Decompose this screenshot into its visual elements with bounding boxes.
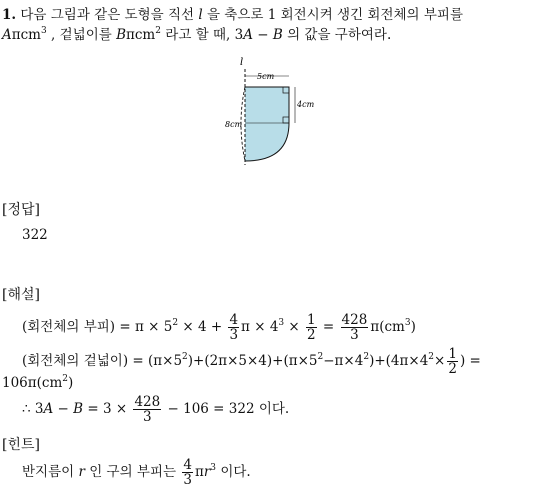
- surf2-sup: 2: [62, 374, 69, 384]
- vol-frac1-den: 3: [229, 327, 239, 343]
- solution-surface-line2: [2, 374, 73, 392]
- surf-p6: ) =: [459, 353, 481, 369]
- axis-variable: l: [198, 7, 203, 23]
- answer-header: [정답]: [2, 202, 40, 218]
- hint-r2: r: [203, 464, 211, 480]
- vol-frac3-num: 428: [341, 311, 368, 328]
- vol-frac3: [341, 313, 369, 342]
- vol-mid2: π × 4: [241, 319, 279, 335]
- hint-text: [22, 457, 251, 487]
- ther-A: A: [43, 401, 54, 417]
- right-dimension-label: 4cm: [297, 100, 315, 109]
- minus: −: [252, 27, 273, 43]
- hint-pi: π: [194, 464, 204, 480]
- problem-line-1: [2, 6, 463, 24]
- vol-frac2-den: 2: [307, 327, 316, 343]
- hint-frac: [182, 458, 193, 487]
- unit-a: πcm: [11, 27, 41, 43]
- hint-frac-den: 3: [183, 472, 192, 488]
- hint-t4: 이다.: [216, 464, 251, 480]
- vol-end-sup: 3: [404, 318, 411, 328]
- text-end: 의 값을 구하여라.: [282, 27, 392, 43]
- vol-mid3: ×: [284, 319, 305, 335]
- sup-b: 2: [155, 26, 161, 36]
- vol-sup: 2: [172, 318, 179, 328]
- surf2-text: 106π(cm: [2, 375, 63, 391]
- surf-p3: −π×4: [323, 353, 364, 369]
- problem-text-a: 다음 그림과 같은 도형을 직선: [20, 7, 199, 23]
- solution-surface: [22, 346, 481, 376]
- solution-header: [해설]: [2, 287, 40, 303]
- surf-frac-den: 2: [448, 361, 457, 377]
- hint-t2: 인 구의 부피는: [84, 464, 181, 480]
- surf-sup2: 2: [317, 352, 324, 362]
- hint-sup: 3: [210, 463, 217, 473]
- vol-close: ): [410, 319, 416, 335]
- figure-svg: [225, 57, 315, 167]
- vol-frac2-num: 1: [307, 311, 316, 328]
- ther-mid: = 3 ×: [83, 401, 132, 417]
- ther-frac-den: 3: [143, 409, 152, 425]
- hint-frac-num: 4: [183, 456, 192, 473]
- vol-sup2: 3: [278, 318, 285, 328]
- ther-minus: −: [53, 401, 74, 417]
- surf-label: (회전체의 겉넓이) = (π×5: [22, 353, 183, 369]
- text-mid2: 라고 할 때, 3: [160, 27, 244, 43]
- vol-label: (회전체의 부피) = π × 5: [22, 319, 173, 335]
- surf-sup3: 2: [363, 352, 370, 362]
- var-a2: A: [243, 27, 253, 43]
- var-b2: B: [272, 27, 283, 43]
- surf-frac-num: 1: [448, 345, 457, 362]
- hint-r: r: [78, 464, 85, 480]
- surf-frac: [447, 347, 458, 376]
- shaded-region: [245, 87, 289, 161]
- ther-frac-num: 428: [134, 393, 161, 410]
- text-mid: , 겉넓이를: [46, 27, 117, 43]
- top-dimension-label: 5cm: [257, 72, 275, 81]
- sup-a: 3: [41, 26, 47, 36]
- ther-frac: [133, 395, 161, 424]
- answer-value: 322: [22, 227, 48, 243]
- hint-t1: 반지름이: [22, 464, 79, 480]
- vol-end: π(cm: [370, 319, 405, 335]
- solution-therefore: [22, 394, 289, 424]
- vol-frac2: [306, 313, 317, 342]
- hint-header: [힌트]: [2, 437, 40, 453]
- vol-eq: =: [318, 319, 339, 335]
- ther-B: B: [73, 401, 84, 417]
- solution-volume: [22, 312, 416, 342]
- unit-b: πcm: [126, 27, 156, 43]
- vol-frac1-num: 4: [229, 311, 239, 328]
- surf-sup1: 2: [182, 352, 188, 362]
- var-a: A: [2, 27, 12, 43]
- problem-number: 1.: [2, 7, 17, 23]
- surf-p4: )+(4π×4: [369, 353, 429, 369]
- ther-end: − 106 = 322 이다.: [163, 401, 290, 417]
- surf-p2: )+(2π×5×4)+(π×5: [187, 353, 318, 369]
- problem-text-b: 을 축으로 1 회전시켜 생긴 회전체의 부피를: [202, 7, 463, 23]
- surf-sup4: 2: [428, 352, 435, 362]
- ther-a: ∴ 3: [22, 401, 44, 417]
- problem-line-2: [2, 26, 391, 44]
- vol-frac3-den: 3: [350, 327, 359, 343]
- surf-p5: ×: [434, 353, 446, 369]
- axis-label: l: [240, 57, 244, 68]
- surf2-close: ): [68, 375, 74, 391]
- revolution-figure: [225, 57, 315, 171]
- vol-mid: × 4 +: [178, 319, 227, 335]
- vol-frac1: [228, 313, 239, 342]
- left-dimension-label: 8cm: [225, 120, 243, 129]
- var-b: B: [116, 27, 126, 43]
